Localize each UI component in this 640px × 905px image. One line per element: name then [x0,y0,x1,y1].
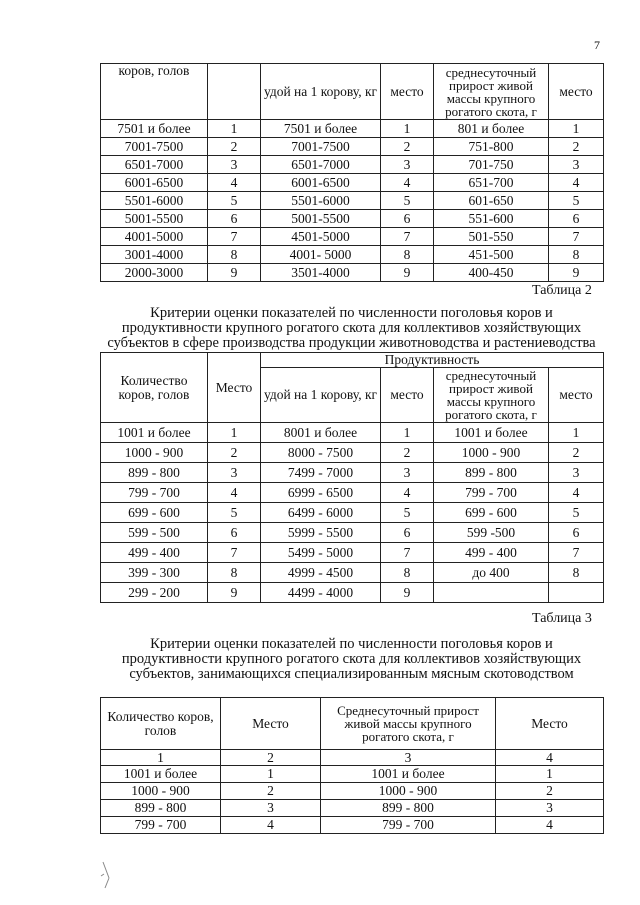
table-cell: 9 [208,583,261,603]
table-cell: 2 [208,443,261,463]
t2-header-cows: Количество коров, голов [101,353,208,423]
table-cell: 299 - 200 [101,583,208,603]
table-2-label: Таблица 2 [532,283,592,298]
table-cell: 551-600 [434,210,549,228]
table-cell: 2 [381,443,434,463]
table-cell: 799 - 700 [101,483,208,503]
table-cell: 3 [549,156,604,174]
t2-header-yield: удой на 1 корову, кг [261,368,381,423]
t3-numbering-cell: 1 [101,750,221,766]
table-cell: 499 - 400 [101,543,208,563]
table-cell: 3 [549,463,604,483]
table-cell: 2000-3000 [101,264,208,282]
table-cell: 5 [208,192,261,210]
table-row [101,783,604,800]
table-cell: 6999 - 6500 [261,483,381,503]
table-cell: 899 - 800 [434,463,549,483]
table-cell: 399 - 300 [101,563,208,583]
table-cell: 7501 и более [261,120,381,138]
table-row [101,503,604,523]
table-cell: 799 - 700 [321,817,496,834]
table-cell: 5999 - 5500 [261,523,381,543]
table-row [101,766,604,783]
table-cell: 5 [549,192,604,210]
table-cell: 6 [208,210,261,228]
table-row [101,228,604,246]
table-cell: 799 - 700 [434,483,549,503]
t1-header-cows: коров, голов [101,64,208,120]
table-cell: 3001-4000 [101,246,208,264]
table-3-label: Таблица 3 [532,611,592,626]
table-cell: 1 [381,423,434,443]
table-row [101,563,604,583]
table-cell: 3 [496,800,604,817]
table-cell: 451-500 [434,246,549,264]
table-cell: 9 [549,264,604,282]
table-cell: 3 [381,463,434,483]
table-cell: 8 [208,246,261,264]
table-cell: 6501-7000 [101,156,208,174]
table-cell: 899 - 800 [101,463,208,483]
t3-header-gain: Среднесуточный прирост живой массы крупного рогатого скота, г [321,698,496,750]
table-cell: 7499 - 7000 [261,463,381,483]
t1-body [101,120,604,282]
table-row [101,463,604,483]
table-cell: 6001-6500 [101,174,208,192]
table-row [101,156,604,174]
table-cell: 8001 и более [261,423,381,443]
table-cell: 1000 - 900 [101,443,208,463]
table-cell: 2 [549,138,604,156]
table-3 [100,697,604,834]
table-cell: 7 [381,543,434,563]
table-3-caption: Критерии оценки показателей по численности поголовья коров и продуктивности крупного рогатого скота для коллективов хозяйствующих субъектов, занимающихся специализированным мясным скотоводством [121,636,582,682]
table-1 [100,63,604,282]
table-cell: 3 [381,156,434,174]
table-2 [100,352,604,603]
table-cell: 8 [549,563,604,583]
table-cell: 7001-7500 [101,138,208,156]
table-cell: 1 [221,766,321,783]
t3-body [101,766,604,834]
table-cell: 699 - 600 [101,503,208,523]
table-cell: 1001 и более [101,423,208,443]
table-cell: 599 - 500 [101,523,208,543]
table-cell: 2 [221,783,321,800]
table-cell: 5499 - 5000 [261,543,381,563]
t1-header-yield: удой на 1 корову, кг [261,64,381,120]
table-cell: 7501 и более [101,120,208,138]
table-cell: 5 [549,503,604,523]
table-cell: 8 [381,563,434,583]
table-cell: 899 - 800 [101,800,221,817]
table-cell: 7 [549,228,604,246]
table-cell: 2 [549,443,604,463]
table-cell: 751-800 [434,138,549,156]
table-cell: 4 [549,483,604,503]
table-row [101,120,604,138]
table-row [101,543,604,563]
t2-header-gain: среднесуточный прирост живой массы крупного рогатого скота, г [434,368,549,423]
table-cell: 7 [381,228,434,246]
table-cell: 6 [549,523,604,543]
table-cell: 699 - 600 [434,503,549,523]
table-cell: 1000 - 900 [434,443,549,463]
table-row [101,423,604,443]
table-cell: 1 [496,766,604,783]
t3-header-place2: Место [496,698,604,750]
table-cell: 9 [381,264,434,282]
table-cell: 501-550 [434,228,549,246]
table-cell: 3 [208,463,261,483]
table-cell: 3 [221,800,321,817]
table-cell: 6 [549,210,604,228]
t3-header-place1: Место [221,698,321,750]
page-number: 7 [594,38,600,52]
table-cell: 1 [208,423,261,443]
table-cell: 4 [208,174,261,192]
table-cell: 6501-7000 [261,156,381,174]
table-cell: 1001 и более [101,766,221,783]
t1-header-place2: место [549,64,604,120]
table-row [101,523,604,543]
table-cell: 4 [221,817,321,834]
table-row [101,817,604,834]
table-cell: 4 [381,483,434,503]
table-cell: 6001-6500 [261,174,381,192]
t1-header-place-empty [208,64,261,120]
table-cell: 4 [208,483,261,503]
table-cell: 5001-5500 [101,210,208,228]
table-row [101,138,604,156]
table-row [101,583,604,603]
table-row [101,246,604,264]
table-cell: 1 [549,120,604,138]
table-cell: 9 [381,583,434,603]
table-cell: 801 и более [434,120,549,138]
table-cell: 6499 - 6000 [261,503,381,523]
table-cell: 5 [208,503,261,523]
table-cell: 799 - 700 [101,817,221,834]
table-cell: 4501-5000 [261,228,381,246]
table-cell: 6 [381,210,434,228]
table-cell: 1001 и более [321,766,496,783]
table-cell: 1 [381,120,434,138]
table-row [101,264,604,282]
table-cell: 400-450 [434,264,549,282]
table-cell: 1001 и более [434,423,549,443]
t2-header-productivity: Продуктивность [261,353,604,368]
table-cell: 3 [208,156,261,174]
table-row [101,800,604,817]
table-cell: 7 [549,543,604,563]
table-cell: 701-750 [434,156,549,174]
table-row [101,443,604,463]
table-cell: 7001-7500 [261,138,381,156]
t2-header-place1: место [381,368,434,423]
table-cell: 4001-5000 [101,228,208,246]
table-cell: 3501-4000 [261,264,381,282]
table-cell: 8 [549,246,604,264]
table-cell: 5 [381,192,434,210]
table-cell: 8 [208,563,261,583]
table-cell: 4499 - 4000 [261,583,381,603]
table-cell: 4 [496,817,604,834]
table-2-caption: Критерии оценки показателей по численности поголовья коров и продуктивности крупного рогатого скота для коллективов хозяйствующих субъектов в сфере производства продукции животноводства и растениеводства [107,305,596,351]
t2-header-place2: место [549,368,604,423]
table-cell: 8000 - 7500 [261,443,381,463]
table-cell: 1 [549,423,604,443]
table-cell: 2 [208,138,261,156]
table-cell: 1 [208,120,261,138]
table-row [101,174,604,192]
table-cell: 599 -500 [434,523,549,543]
table-row [101,192,604,210]
table-cell: 8 [381,246,434,264]
table-cell: 499 - 400 [434,543,549,563]
table-cell: 5501-6000 [261,192,381,210]
table-cell: 651-700 [434,174,549,192]
table-cell [549,583,604,603]
table-cell: 4 [381,174,434,192]
table-cell: 4999 - 4500 [261,563,381,583]
table-cell: 4001- 5000 [261,246,381,264]
t1-header-place1: место [381,64,434,120]
table-cell: 9 [208,264,261,282]
table-cell: 899 - 800 [321,800,496,817]
table-cell: 7 [208,228,261,246]
table-cell: 6 [208,523,261,543]
table-cell: 4 [549,174,604,192]
t3-numbering-cell: 4 [496,750,604,766]
table-cell: 5 [381,503,434,523]
table-cell: 5001-5500 [261,210,381,228]
table-cell: 2 [381,138,434,156]
table-cell: 2 [496,783,604,800]
t3-numbering-cell: 3 [321,750,496,766]
table-row [101,210,604,228]
table-cell: 6 [381,523,434,543]
table-cell: 5501-6000 [101,192,208,210]
t3-header-cows: Количество коров, голов [101,698,221,750]
table-cell: до 400 [434,563,549,583]
table-cell [434,583,549,603]
table-cell: 1000 - 900 [101,783,221,800]
table-cell: 601-650 [434,192,549,210]
t2-header-place: Место [208,353,261,423]
t2-body [101,423,604,603]
table-row [101,483,604,503]
table-cell: 1000 - 900 [321,783,496,800]
t1-header-gain: среднесуточный прирост живой массы крупного рогатого скота, г [434,64,549,120]
t3-numbering-cell: 2 [221,750,321,766]
table-cell: 7 [208,543,261,563]
pen-scratch-mark [95,858,135,898]
